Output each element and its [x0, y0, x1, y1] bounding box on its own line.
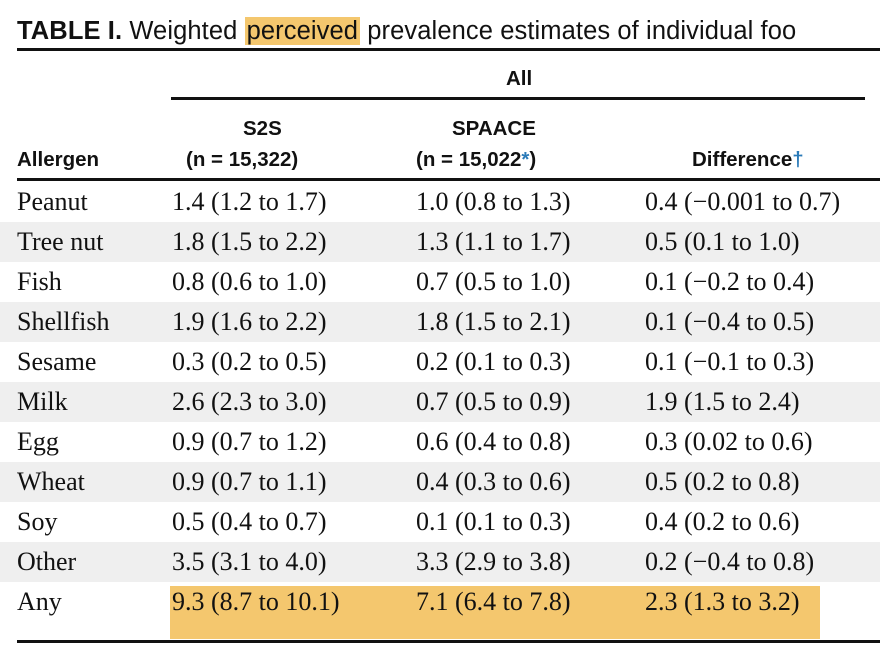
spaace-cell: 0.7 (0.5 to 1.0) — [416, 267, 571, 296]
bottom-rule — [17, 640, 880, 643]
table-row — [0, 422, 880, 462]
allergen-cell: Soy — [17, 507, 58, 536]
allergen-cell: Sesame — [17, 347, 97, 376]
spaace-cell: 0.2 (0.1 to 0.3) — [416, 347, 571, 376]
allergen-cell: Other — [17, 547, 77, 576]
allergen-cell: Wheat — [17, 467, 85, 496]
s2s-cell: 2.6 (2.3 to 3.0) — [172, 387, 327, 416]
group-header-rule — [171, 97, 865, 100]
difference-label: Difference — [692, 148, 793, 171]
column-header-spaace-n — [416, 147, 536, 173]
allergen-cell: Shellfish — [17, 307, 110, 336]
table-title — [17, 13, 880, 49]
spaace-cell: 0.6 (0.4 to 0.8) — [416, 427, 571, 456]
table-row — [0, 382, 880, 422]
s2s-cell: 0.9 (0.7 to 1.2) — [172, 427, 327, 456]
difference-cell: 0.5 (0.2 to 0.8) — [645, 467, 800, 496]
spaace-cell: 1.3 (1.1 to 1.7) — [416, 227, 571, 256]
s2s-cell: 0.8 (0.6 to 1.0) — [172, 267, 327, 296]
difference-cell: 0.4 (0.2 to 0.6) — [645, 507, 800, 536]
s2s-cell: 1.9 (1.6 to 2.2) — [172, 307, 327, 336]
spaace-cell: 0.1 (0.1 to 0.3) — [416, 507, 571, 536]
s2s-cell: 1.4 (1.2 to 1.7) — [172, 187, 327, 216]
s2s-cell: 0.5 (0.4 to 0.7) — [172, 507, 327, 536]
column-header-spaace: SPAACE — [452, 117, 536, 140]
header-rule — [17, 178, 880, 181]
table-row — [0, 502, 880, 542]
difference-cell: 0.3 (0.02 to 0.6) — [645, 427, 813, 456]
dagger-footnote-marker: † — [792, 148, 804, 171]
spaace-cell: 0.7 (0.5 to 0.9) — [416, 387, 571, 416]
spaace-n-close: ) — [529, 148, 537, 171]
difference-cell: 1.9 (1.5 to 2.4) — [645, 387, 800, 416]
difference-cell: 0.5 (0.1 to 1.0) — [645, 227, 800, 256]
s2s-cell: 9.3 (8.7 to 10.1) — [172, 587, 340, 616]
table-row — [0, 262, 880, 302]
spaace-cell: 7.1 (6.4 to 7.8) — [416, 587, 571, 616]
spaace-cell: 3.3 (2.9 to 3.8) — [416, 547, 571, 576]
spaace-cell: 0.4 (0.3 to 0.6) — [416, 467, 571, 496]
difference-cell: 0.4 (−0.001 to 0.7) — [645, 187, 841, 216]
title-text-before: Weighted — [129, 17, 238, 45]
allergen-cell: Milk — [17, 387, 68, 416]
table-row — [0, 462, 880, 502]
allergen-cell: Tree nut — [17, 227, 104, 256]
s2s-cell: 3.5 (3.1 to 4.0) — [172, 547, 327, 576]
s2s-cell: 1.8 (1.5 to 2.2) — [172, 227, 327, 256]
s2s-cell: 0.9 (0.7 to 1.1) — [172, 467, 327, 496]
asterisk-footnote-marker: * — [521, 148, 530, 171]
allergen-cell: Fish — [17, 267, 62, 296]
spaace-n-text: (n = 15,022 — [416, 148, 522, 171]
column-header-difference — [692, 147, 804, 173]
group-header: All — [506, 67, 533, 90]
table-row — [0, 542, 880, 582]
title-text-after: prevalence estimates of individual foo — [367, 17, 797, 45]
difference-cell: 0.1 (−0.1 to 0.3) — [645, 347, 815, 376]
title-highlight: perceived — [246, 17, 359, 45]
difference-cell: 2.3 (1.3 to 3.2) — [645, 587, 800, 616]
spaace-cell: 1.0 (0.8 to 1.3) — [416, 187, 571, 216]
column-header-s2s: S2S — [243, 117, 282, 140]
allergen-cell: Peanut — [17, 187, 88, 216]
column-header-allergen: Allergen — [17, 148, 100, 171]
spaace-cell: 1.8 (1.5 to 2.1) — [416, 307, 571, 336]
table-row — [0, 222, 880, 262]
difference-cell: 0.1 (−0.2 to 0.4) — [645, 267, 815, 296]
difference-cell: 0.1 (−0.4 to 0.5) — [645, 307, 815, 336]
table-row — [0, 302, 880, 342]
allergen-cell: Egg — [17, 427, 59, 456]
top-rule — [17, 48, 880, 51]
table-label: TABLE I. — [17, 17, 123, 45]
column-header-s2s-n: (n = 15,322) — [186, 148, 299, 171]
allergen-cell: Any — [17, 587, 62, 616]
table-row — [0, 342, 880, 382]
table-row — [0, 182, 880, 222]
difference-cell: 0.2 (−0.4 to 0.8) — [645, 547, 815, 576]
table-row — [0, 582, 880, 622]
s2s-cell: 0.3 (0.2 to 0.5) — [172, 347, 327, 376]
